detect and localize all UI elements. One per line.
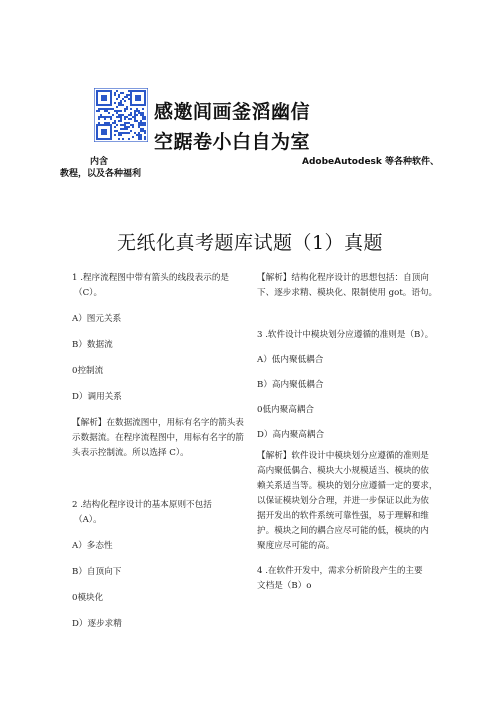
question-1-explanation-3: 头表示控制流。所以选择 C）。 — [72, 448, 189, 458]
qr-code-icon — [94, 88, 148, 142]
question-1-stem: 1 .程序流程图中带有箭头的线段表示的是 — [72, 273, 230, 283]
question-1-explanation-1: 【解析】在数据流图中，用标有名字的箭头表 — [72, 418, 244, 428]
question-3-option-a: A）低内聚低耦合 — [257, 355, 324, 365]
question-1-option-a: A）图元关系 — [72, 314, 122, 324]
question-3-explanation-6: 护。模块之间的耦合应尽可能的低，模块的内 — [257, 526, 429, 536]
question-3-explanation-5: 据开发出的软件系统可靠性强，易于理解和维 — [257, 511, 429, 521]
banner-line-2: 空踞卷小白自为室 — [154, 131, 311, 153]
question-3-explanation-3: 赖关系适当等。模块的划分应遵循一定的要求， — [257, 481, 438, 491]
right-column — [257, 271, 441, 594]
software-text: AdobeAutodesk 等各种软件、 — [302, 157, 440, 167]
question-3-explanation-7: 聚度应尽可能的高。 — [257, 541, 335, 551]
question-3-explanation-2: 高内聚低偶合、模块大小规模适当、模块的依 — [257, 466, 429, 476]
question-1-explanation-2: 示数据流。在程序流程图中，用标有名字的箭 — [72, 433, 244, 443]
question-2-option-c: 0模块化 — [72, 593, 104, 603]
banner-line-1: 感邀闾画釜滔幽信 — [154, 101, 311, 123]
question-3-option-d: D）高内聚高耦合 — [257, 430, 325, 440]
document-title: 无纸化真考题库试题（1）真题 — [116, 232, 384, 254]
question-2-stem: 2 .结构化程序设计的基本原则不包括 — [72, 500, 212, 510]
question-3-explanation-1: 【解析】软件设计中模块划分应遵循的准则是 — [257, 451, 429, 461]
question-3-option-b: B）高内聚低耦合 — [257, 380, 324, 390]
contains-label: 内含 — [90, 157, 109, 167]
question-1-option-d: D）调用关系 — [72, 392, 122, 402]
question-1-answer: （C）。 — [74, 288, 103, 298]
question-2-option-b: B）自顶向下 — [72, 567, 122, 577]
question-4-stem: 4 .在软件开发中，需求分析阶段产生的主要 — [257, 566, 423, 576]
left-column — [72, 271, 250, 632]
question-2-option-a: A）多态性 — [72, 541, 113, 551]
question-3-explanation-4: 以保证模块划分合理，并进一步保证以此为依 — [257, 496, 429, 506]
question-3-stem: 3 .软件设计中模块划分应遵循的准则是（B）。 — [257, 330, 434, 340]
question-1-option-c: 0控制流 — [72, 366, 104, 376]
question-2-explanation-1: 【解析】结构化程序设计的思想包括：自顶向 — [257, 273, 429, 283]
question-2-explanation-2: 下、逐步求精、模块化、限制使用 got。语句。 — [257, 288, 438, 298]
question-4-answer: 文档是（B）o — [257, 581, 312, 591]
question-3-option-c: 0低内聚高耦合 — [257, 405, 315, 415]
question-1-option-b: B）数据流 — [72, 340, 113, 350]
question-2-answer: （A）。 — [74, 515, 102, 525]
tutorials-text: 教程，以及各种福利 — [60, 169, 142, 179]
question-2-option-d: D）逐步求精 — [72, 619, 122, 629]
